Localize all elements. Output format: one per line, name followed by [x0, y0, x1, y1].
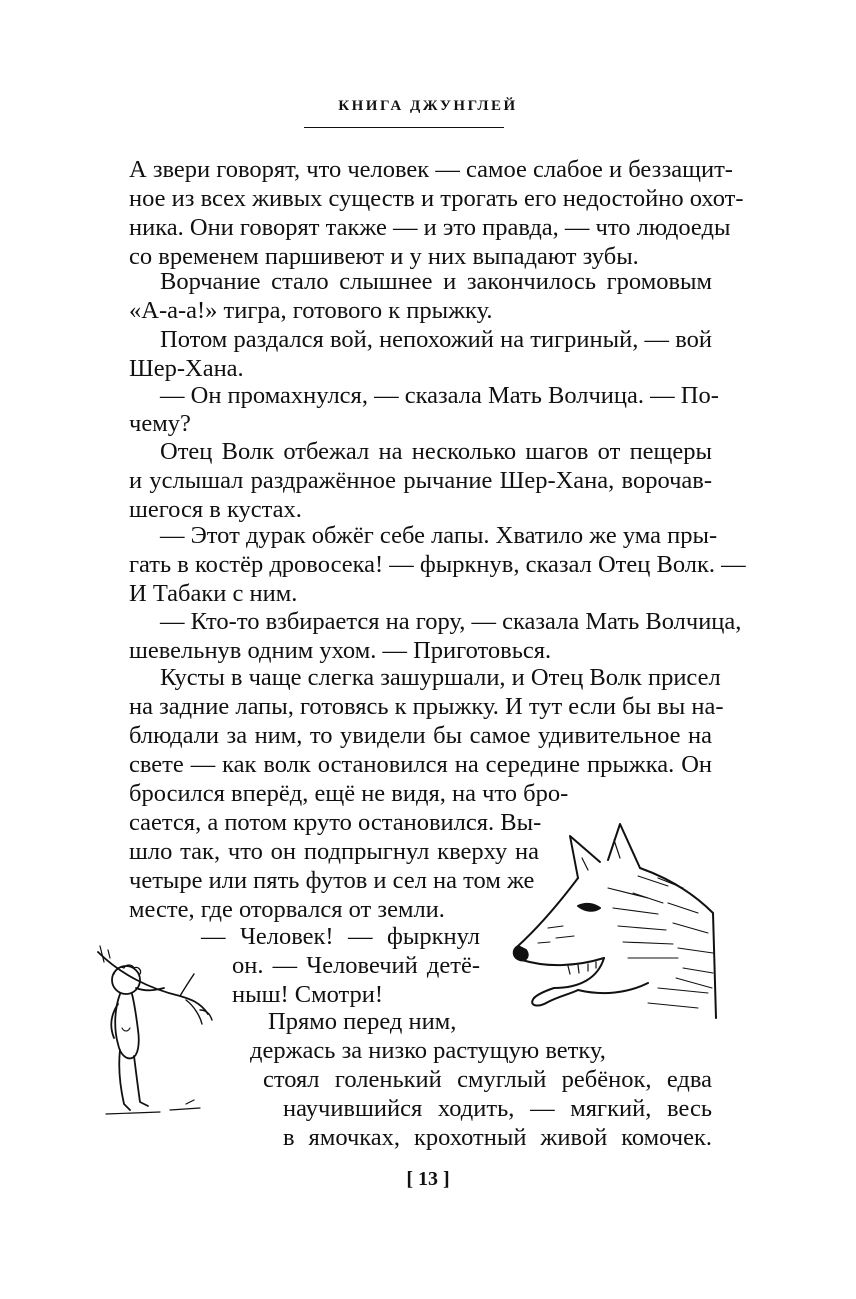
text-line-25: шло так, что он подпрыгнул кверху на [129, 838, 539, 865]
text-line-21: блюдали за ним, то увидели бы самое удивительное на [129, 722, 712, 749]
text-line-24: сается, а потом круто остановился. Вы- [129, 809, 542, 836]
text-line-22: свете — как волк остановился на середине прыжка. Он [129, 751, 712, 778]
text-line-34: научившийся ходить, — мягкий, весь [283, 1095, 712, 1122]
text-line-12: и услышал раздражённое рычание Шер-Хана, ворочав- [129, 467, 712, 494]
text-line-26: четыре или пять футов и сел на том же [129, 867, 535, 894]
text-line-1: А звери говорят, что человек — самое слабое и беззащит- [129, 156, 733, 183]
text-line-2: ное из всех живых существ и трогать его недостойно охот- [129, 185, 744, 212]
text-line-28: — Человек! — фыркнул [201, 923, 480, 950]
page-number: [ 13 ] [406, 1168, 450, 1190]
header-rule [304, 127, 504, 128]
text-line-3: ника. Они говорят также — и это правда, — что людоеды [129, 214, 731, 241]
text-line-27: месте, где оторвался от земли. [129, 896, 445, 923]
text-line-35: в ямочках, крохотный живой комочек. [283, 1124, 712, 1151]
text-line-32: держась за низко растущую ветку, [250, 1037, 606, 1064]
text-line-17: — Кто-то взбирается на гору, — сказала Мать Волчица, [160, 608, 742, 635]
text-line-8: Шер-Хана. [129, 355, 244, 382]
text-line-20: на задние лапы, готовясь к прыжку. И тут если бы вы на- [129, 693, 724, 720]
text-line-5: Ворчание стало слышнее и закончилось громовым [160, 268, 712, 295]
text-line-29: он. — Человечий детё- [232, 952, 480, 979]
text-line-9: — Он промахнулся, — сказала Мать Волчица. — По- [160, 382, 719, 409]
text-line-4: со временем паршивеют и у них выпадают зубы. [129, 243, 639, 270]
text-line-14: — Этот дурак обжёг себе лапы. Хватило же ума пры- [160, 522, 718, 549]
text-line-13: шегося в кустах. [129, 496, 302, 523]
text-line-15: гать в костёр дровосека! — фыркнув, сказал Отец Волк. — [129, 551, 746, 578]
running-header: КНИГА ДЖУНГЛЕЙ [338, 98, 518, 114]
text-line-33: стоял голенький смуглый ребёнок, едва [263, 1066, 712, 1093]
wolf-head-illustration [508, 818, 718, 1028]
text-line-11: Отец Волк отбежал на несколько шагов от пещеры [160, 438, 712, 465]
text-line-18: шевельнув одним ухом. — Приготовься. [129, 637, 552, 664]
text-line-7: Потом раздался вой, непохожий на тигриный, — вой [160, 326, 712, 353]
text-line-16: И Табаки с ним. [129, 580, 298, 607]
child-holding-branch-illustration [90, 944, 220, 1124]
text-line-30: ныш! Смотри! [232, 981, 384, 1008]
text-line-6: «А-а-а!» тигра, готового к прыжку. [129, 297, 493, 324]
text-line-19: Кусты в чаще слегка зашуршали, и Отец Волк присел [160, 664, 721, 691]
text-line-23: бросился вперёд, ещё не видя, на что бро- [129, 780, 569, 807]
text-line-10: чему? [129, 410, 191, 437]
text-line-31: Прямо перед ним, [268, 1008, 457, 1035]
